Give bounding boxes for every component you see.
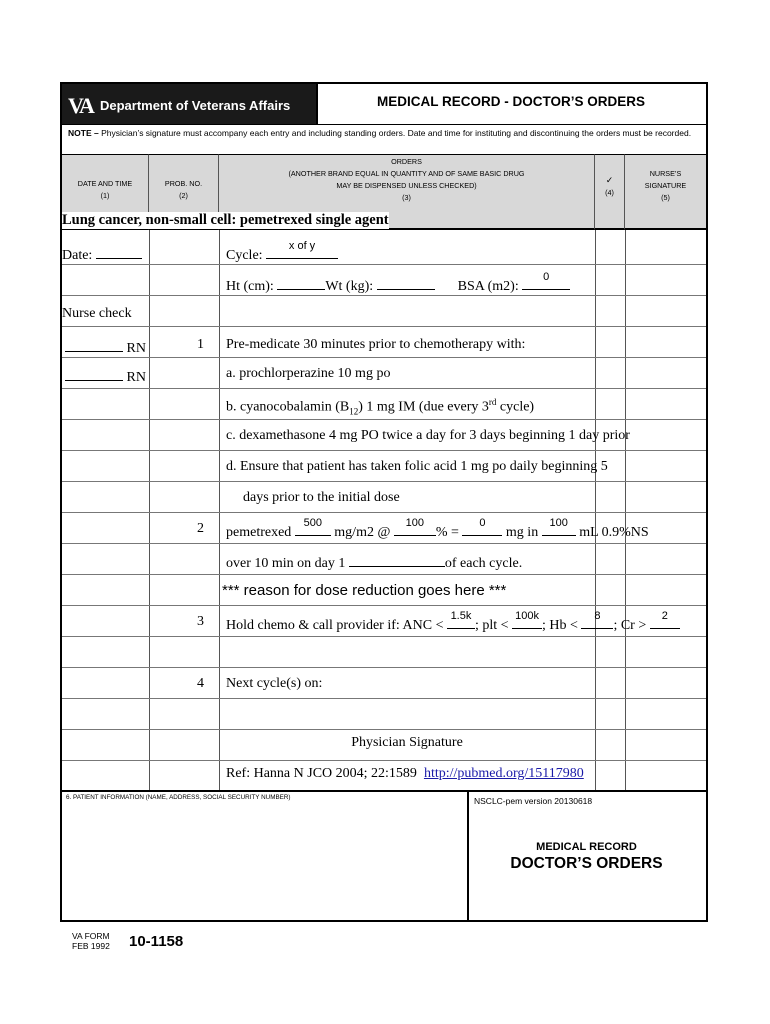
patient-info-label: 6. PATIENT INFORMATION (NAME, ADDRESS, SOCIAL SECURITY NUMBER) bbox=[66, 794, 291, 801]
row-line bbox=[62, 760, 706, 761]
bsa-label: BSA (m2): bbox=[457, 279, 519, 294]
col-orders-sub1: (ANOTHER BRAND EQUAL IN QUANTITY AND OF SAME BASIC DRUG bbox=[288, 169, 525, 178]
footer-divider bbox=[62, 790, 706, 792]
va-logo-icon: VA bbox=[68, 93, 93, 118]
col-check-num: (4) bbox=[605, 188, 614, 197]
rn-label-1: RN bbox=[126, 341, 146, 356]
plt-value: 100k bbox=[515, 610, 539, 622]
ht-field[interactable] bbox=[277, 275, 325, 290]
pct-eq: % = bbox=[435, 525, 459, 540]
item-b-pre: b. cyanocobalamin (B bbox=[226, 399, 350, 415]
footer-doctors-orders: DOCTOR’S ORDERS bbox=[510, 855, 663, 872]
pem-unit: mg/m2 @ bbox=[334, 525, 391, 540]
premed-text: Pre-medicate 30 minutes prior to chemotherapy with: bbox=[226, 337, 526, 352]
reference-row bbox=[226, 766, 584, 782]
row-line bbox=[62, 636, 706, 637]
ht-wt-bsa-row bbox=[226, 271, 570, 295]
bsa-value: 0 bbox=[543, 271, 550, 283]
row-line bbox=[62, 512, 706, 513]
col-orders-num: (3) bbox=[402, 193, 411, 202]
hb-field[interactable] bbox=[581, 610, 613, 629]
pem-dose-field[interactable] bbox=[295, 517, 331, 536]
rn-row-1 bbox=[62, 337, 146, 357]
item-b bbox=[226, 397, 534, 416]
row-line bbox=[62, 264, 706, 265]
anc-value: 1.5k bbox=[450, 610, 472, 622]
col-nurse-sig-header bbox=[625, 154, 706, 230]
form-number: 10-1158 bbox=[129, 933, 184, 950]
plt-field[interactable] bbox=[512, 610, 542, 629]
divider bbox=[625, 230, 626, 790]
divider bbox=[149, 230, 150, 790]
over-post: of each cycle. bbox=[444, 556, 523, 571]
rn-signature-field-1[interactable] bbox=[65, 337, 123, 352]
note-label: NOTE – bbox=[68, 128, 99, 138]
anc-field[interactable] bbox=[447, 610, 475, 629]
item-a: a. prochlorperazine 10 mg po bbox=[226, 366, 391, 381]
item-c: c. dexamethasone 4 mg PO twice a day for 3 days beginning 1 day prior bbox=[226, 428, 630, 443]
over-day-field[interactable] bbox=[349, 552, 445, 567]
cycle-value: x of y bbox=[288, 240, 316, 252]
col-orders-sub2: MAY BE DISPENSED UNLESS CHECKED) bbox=[336, 181, 477, 190]
doctors-orders-form bbox=[60, 82, 708, 922]
note-text: Physician’s signature must accompany each entry and including standing orders. Date and time for instituting and discontinuing the orders must be recorded. bbox=[101, 128, 692, 138]
item-b-sup: rd bbox=[488, 397, 497, 407]
item-d: d. Ensure that patient has taken folic acid 1 mg po daily beginning 5 bbox=[226, 459, 608, 474]
va-form-label bbox=[72, 931, 110, 951]
rn-signature-field-2[interactable] bbox=[65, 366, 123, 381]
mg-in: mg in bbox=[505, 525, 539, 540]
rn-label-2: RN bbox=[126, 370, 146, 385]
dose-reduction-reason: *** reason for dose reduction goes here *** bbox=[222, 582, 507, 599]
row-line bbox=[62, 574, 706, 575]
ref-text: Ref: Hanna N JCO 2004; 22:1589 bbox=[226, 766, 417, 781]
row-line bbox=[62, 357, 706, 358]
row-line bbox=[62, 667, 706, 668]
row-line bbox=[62, 388, 706, 389]
date-field[interactable] bbox=[96, 244, 142, 259]
pemetrexed-row bbox=[226, 517, 649, 541]
row-line bbox=[62, 698, 706, 699]
prob-no-3: 3 bbox=[197, 614, 204, 629]
pem-label: pemetrexed bbox=[226, 525, 292, 540]
prob-no-1: 1 bbox=[197, 337, 204, 352]
physician-signature-label: Physician Signature bbox=[351, 735, 463, 750]
nurse-check-label: Nurse check bbox=[62, 306, 132, 321]
form-date: FEB 1992 bbox=[72, 941, 110, 951]
row-line bbox=[62, 295, 706, 296]
pubmed-link[interactable]: http://pubmed.org/15117980 bbox=[423, 766, 584, 781]
ml-ns: mL 0.9%NS bbox=[579, 525, 649, 540]
row-line bbox=[62, 543, 706, 544]
row-line bbox=[62, 729, 706, 730]
pem-pct-value: 100 bbox=[405, 517, 425, 529]
col-orders-label: ORDERS bbox=[391, 157, 422, 166]
col-check-header bbox=[595, 154, 625, 230]
row-line bbox=[62, 450, 706, 451]
bsa-field[interactable] bbox=[522, 271, 570, 290]
over-row bbox=[226, 552, 522, 572]
cr-label: ; Cr > bbox=[613, 618, 647, 633]
pem-mg-field[interactable] bbox=[462, 517, 502, 536]
row-line bbox=[62, 605, 706, 606]
wt-label: Wt (kg): bbox=[325, 279, 374, 294]
pem-vol-value: 100 bbox=[549, 517, 568, 529]
item-b-sub: 12 bbox=[349, 406, 359, 417]
pem-mg-value: 0 bbox=[479, 517, 486, 529]
version-label: NSCLC-pem version 20130618 bbox=[474, 796, 593, 806]
plt-label: ; plt < bbox=[474, 618, 509, 633]
col-date-time-label: DATE AND TIME bbox=[77, 179, 133, 188]
hb-value: 8 bbox=[594, 610, 601, 622]
col-nurse-sig-label2: SIGNATURE bbox=[644, 181, 687, 190]
date-row bbox=[62, 244, 142, 264]
cr-value: 2 bbox=[661, 610, 668, 622]
rn-row-2 bbox=[62, 366, 146, 386]
va-form-text: VA FORM bbox=[72, 931, 110, 941]
pem-vol-field[interactable] bbox=[542, 517, 576, 536]
col-nurse-sig-num: (5) bbox=[661, 193, 670, 202]
prob-no-2: 2 bbox=[197, 521, 204, 536]
divider bbox=[219, 230, 220, 790]
ht-label: Ht (cm): bbox=[226, 279, 274, 294]
row-line bbox=[62, 419, 706, 420]
wt-field[interactable] bbox=[377, 275, 435, 290]
cycle-field[interactable] bbox=[266, 240, 338, 259]
cycle-label: Cycle: bbox=[226, 248, 263, 263]
col-prob-no-num: (2) bbox=[179, 191, 188, 200]
col-date-time-num: (1) bbox=[100, 191, 110, 200]
row-line bbox=[62, 326, 706, 327]
hold-label: Hold chemo & call provider if: ANC < bbox=[226, 618, 444, 633]
prob-no-4: 4 bbox=[197, 676, 204, 691]
divider bbox=[595, 230, 596, 790]
pem-pct-field[interactable] bbox=[394, 517, 436, 536]
footer-medical-record: MEDICAL RECORD bbox=[536, 841, 637, 853]
hb-label: ; Hb < bbox=[542, 618, 578, 633]
next-cycle-label: Next cycle(s) on: bbox=[226, 676, 323, 691]
item-b-mid: ) 1 mg IM (due every 3 bbox=[358, 399, 489, 415]
note bbox=[62, 124, 706, 154]
form-title: MEDICAL RECORD - DOCTOR’S ORDERS bbox=[376, 94, 646, 109]
row-line bbox=[62, 481, 706, 482]
col-prob-no-label: PROB. NO. bbox=[164, 179, 203, 188]
pem-dose-value: 500 bbox=[303, 517, 322, 529]
va-logo-block bbox=[62, 84, 318, 124]
over-pre: over 10 min on day 1 bbox=[226, 556, 346, 571]
cycle-row bbox=[226, 240, 338, 264]
item-b-post: cycle) bbox=[496, 399, 535, 415]
agency-name: Department of Veterans Affairs bbox=[100, 98, 291, 113]
check-icon: ✓ bbox=[605, 175, 614, 185]
cr-field[interactable] bbox=[650, 610, 680, 629]
regimen-title: Lung cancer, non-small cell: pemetrexed single agent bbox=[62, 212, 389, 228]
hold-chemo-row bbox=[226, 610, 680, 634]
date-label: Date: bbox=[62, 248, 93, 263]
item-d-cont: days prior to the initial dose bbox=[243, 490, 400, 505]
col-nurse-sig-label1: NURSE’S bbox=[649, 169, 682, 178]
